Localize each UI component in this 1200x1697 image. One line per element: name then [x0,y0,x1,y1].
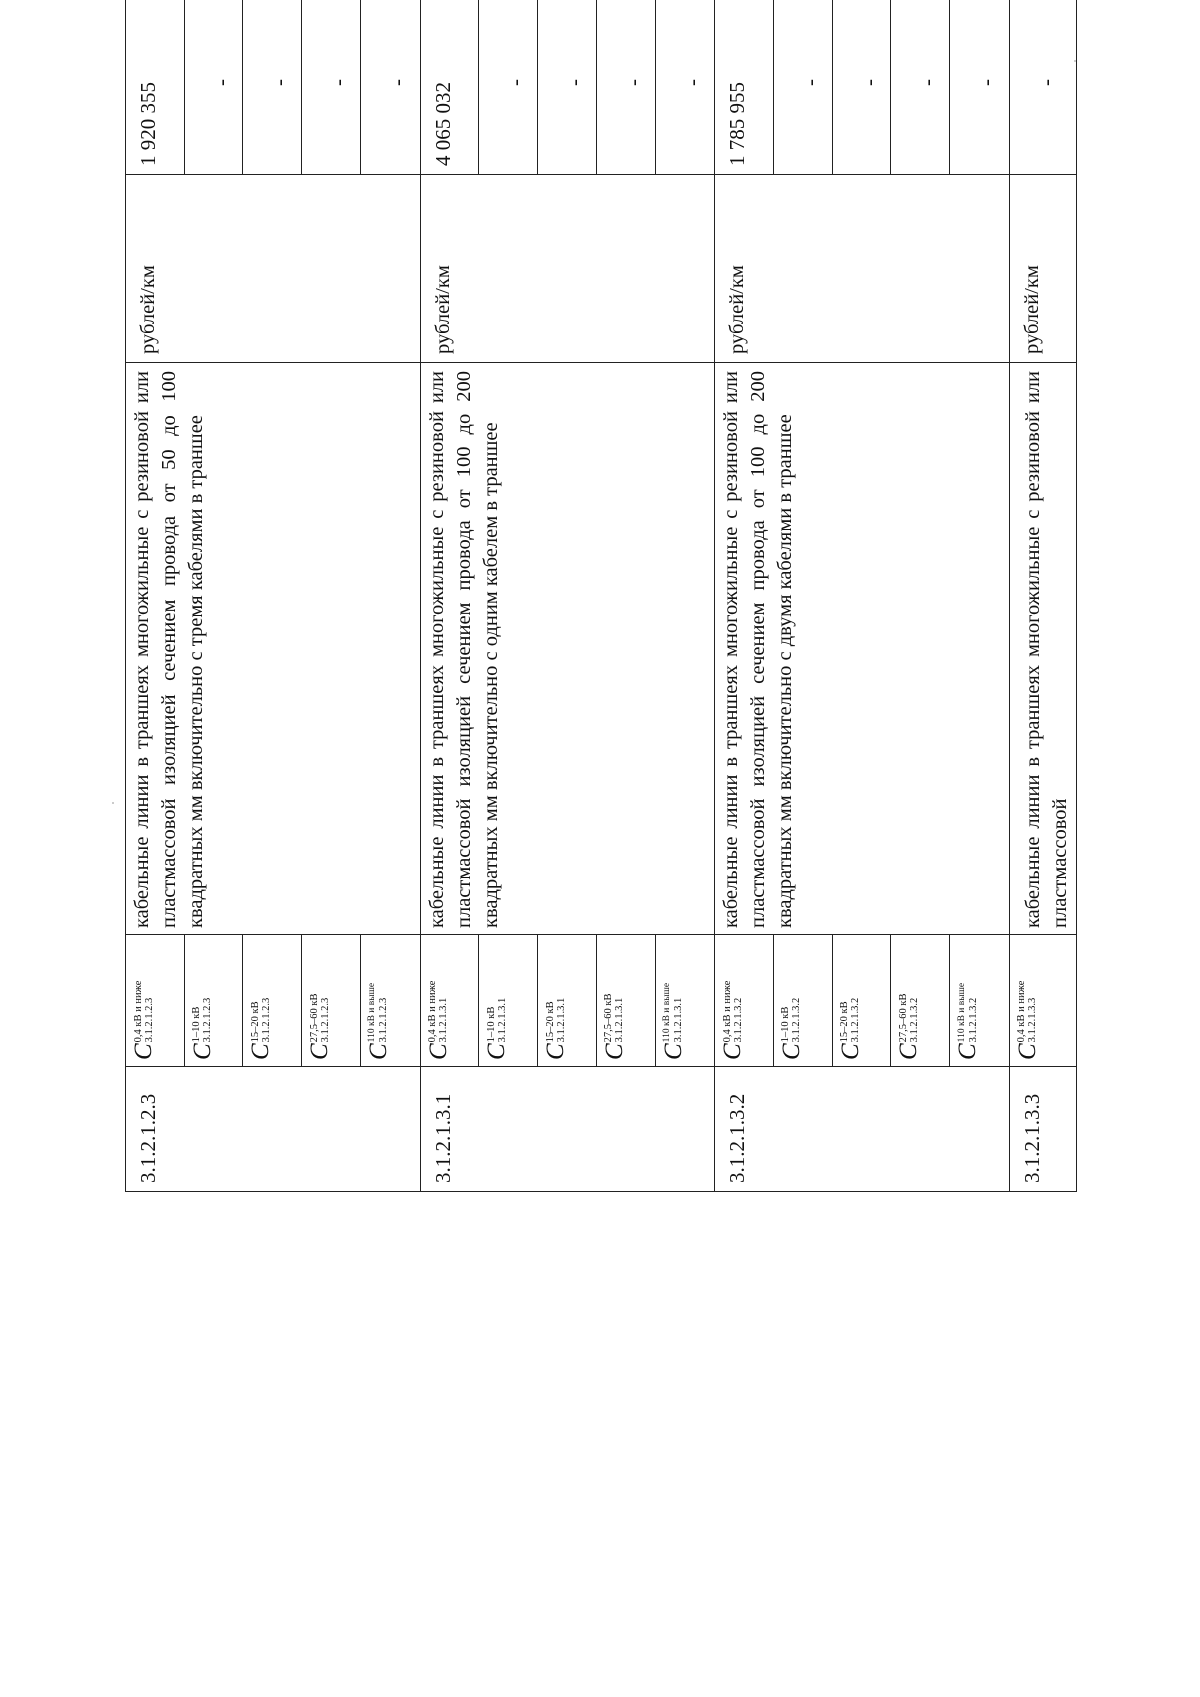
item-description: кабельные линии в траншеях многожильные с резиновой или пластмассовой изоляцией сечением провода от 100 до 200 квадратных мм включительно с одним кабелем в траншее [420,363,715,935]
rate-symbol-c: C 15–20 кВ 3.1.2.1.2.3 [247,997,275,1060]
rotated-page-content [125,0,1077,1192]
rate-voltage: 110 кВ и выше [367,982,378,1043]
item-unit: рублей/км [126,175,421,363]
item-description: кабельные линии в траншеях многожильные с резиновой или пластмассовой изоляцией сечением провода от 50 до 100 квадратных мм включительно с тремя кабелями в траншее [126,363,421,935]
rate-index: 3.1.2.1.3.2 [908,997,920,1043]
rate-voltage: 1–10 кВ [780,1006,792,1043]
rate-value: - [184,0,243,175]
rate-index: 3.1.2.1.2.3 [143,997,155,1043]
table-row [1009,0,1076,1192]
item-description: кабельные линии в траншеях многожильные с резиновой или пластмассовой [1009,363,1076,935]
rate-symbol-c: C 1–10 кВ 3.1.2.1.2.3 [188,997,216,1060]
rate-symbol [596,935,655,1067]
rate-index: 3.1.2.1.2.3 [378,997,390,1043]
scan-speck [112,802,114,804]
rate-symbol-c: C 15–20 кВ 3.1.2.1.3.2 [836,997,864,1060]
rate-index: 3.1.2.1.3.1 [555,997,567,1043]
rate-value: - [596,0,655,175]
item-code: 3.1.2.1.3.2 [715,1067,1010,1192]
rate-voltage: 27,5–60 кВ [897,993,909,1043]
item-value: 4 065 032 [420,0,479,175]
rate-voltage: 27,5–60 кВ [603,993,615,1043]
rate-index: 3.1.2.1.2.3 [202,997,214,1043]
rate-symbol-c: C 0,4 кВ и ниже 3.1.2.1.2.3 [130,980,157,1060]
item-unit: рублей/км [1009,175,1076,363]
item-code: 3.1.2.1.2.3 [126,1067,421,1192]
item-code: 3.1.2.1.3.1 [420,1067,715,1192]
item-value: 1 785 955 [715,0,774,175]
rate-symbol-c: C 0,4 кВ и ниже 3.1.2.1.3.3 [1013,980,1041,1060]
rate-symbol [243,935,302,1067]
rate-value: - [479,0,538,175]
rate-voltage: 15–20 кВ [544,1001,556,1043]
table-row [126,0,185,1192]
rate-symbol-c: C 0,4 кВ и ниже 3.1.2.1.3.1 [424,980,452,1060]
rate-value: - [243,0,302,175]
rate-symbol-c: C 110 кВ и выше 3.1.2.1.3.2 [954,982,982,1060]
rate-symbol-c: C 1–10 кВ 3.1.2.1.3.1 [483,997,511,1060]
rate-index: 3.1.2.1.3.2 [850,997,862,1043]
rate-symbol [538,935,597,1067]
rate-voltage: 110 кВ и выше [662,982,672,1043]
rate-symbol-c: C 27,5–60 кВ 3.1.2.1.3.1 [600,993,628,1060]
rate-index: 3.1.2.1.3.1 [614,997,626,1043]
rate-voltage: 1–10 кВ [191,1006,203,1043]
rate-symbol-c: C 110 кВ и выше 3.1.2.1.2.3 [364,982,392,1060]
rate-symbol [420,935,479,1067]
table-row [715,0,774,1192]
rate-value: - [950,0,1010,175]
rate-index: 3.1.2.1.3.2 [732,997,744,1043]
item-unit: рублей/км [420,175,715,363]
rate-voltage: 110 кВ и выше [956,982,967,1043]
tariff-table [125,0,1077,1192]
rate-symbol [1009,935,1076,1067]
rate-index: 3.1.2.1.3.2 [967,997,979,1043]
rate-value: - [655,0,715,175]
rate-symbol-c: C 27,5–60 кВ 3.1.2.1.2.3 [306,993,334,1060]
rate-voltage: 0,4 кВ и ниже [721,980,733,1043]
item-code: 3.1.2.1.3.3 [1009,1067,1076,1192]
rate-symbol-c: C 1–10 кВ 3.1.2.1.3.2 [777,997,805,1060]
rate-symbol [773,935,832,1067]
rate-symbol-c: C 110 кВ и выше 3.1.2.1.3.1 [659,982,687,1060]
rate-voltage: 0,4 кВ и ниже [1016,980,1028,1043]
rate-index: 3.1.2.1.2.3 [319,997,331,1043]
rate-symbol [479,935,538,1067]
item-unit: рублей/км [715,175,1010,363]
rate-symbol [891,935,950,1067]
rate-symbol [126,935,185,1067]
rate-voltage: 15–20 кВ [249,1001,261,1043]
table-row [420,0,479,1192]
rate-value: - [773,0,832,175]
rate-symbol [832,935,891,1067]
rate-symbol-c: C 15–20 кВ 3.1.2.1.3.1 [542,997,570,1060]
rate-symbol-c: C 27,5–60 кВ 3.1.2.1.3.2 [895,993,923,1060]
rate-symbol [184,935,243,1067]
rate-voltage: 15–20 кВ [839,1001,851,1043]
rate-value: - [832,0,891,175]
rate-index: 3.1.2.1.2.3 [260,997,272,1043]
rate-symbol [302,935,361,1067]
rate-symbol [950,935,1010,1067]
rate-index: 3.1.2.1.3.1 [438,997,450,1043]
rate-value: - [1009,0,1076,175]
rate-symbol-c: C 0,4 кВ и ниже 3.1.2.1.3.2 [719,980,747,1060]
item-description: кабельные линии в траншеях многожильные с резиновой или пластмассовой изоляцией сечением провода от 100 до 200 квадратных мм включительно с двумя кабелями в траншее [715,363,1010,935]
rate-value: - [538,0,597,175]
rate-symbol [715,935,774,1067]
rate-voltage: 1–10 кВ [485,1006,497,1043]
rate-voltage: 27,5–60 кВ [308,993,320,1043]
rate-voltage: 0,4 кВ и ниже [132,980,144,1043]
rate-symbol [655,935,715,1067]
rate-value: - [891,0,950,175]
rate-index: 3.1.2.1.3.2 [791,997,803,1043]
rate-voltage: 0,4 кВ и ниже [427,980,439,1043]
item-value: 1 920 355 [126,0,185,175]
rate-value: - [302,0,361,175]
rate-index: 3.1.2.1.3.3 [1027,997,1039,1043]
rate-value: - [360,0,420,175]
rate-index: 3.1.2.1.3.1 [496,997,508,1043]
rate-index: 3.1.2.1.3.1 [673,997,684,1043]
rate-symbol [360,935,420,1067]
